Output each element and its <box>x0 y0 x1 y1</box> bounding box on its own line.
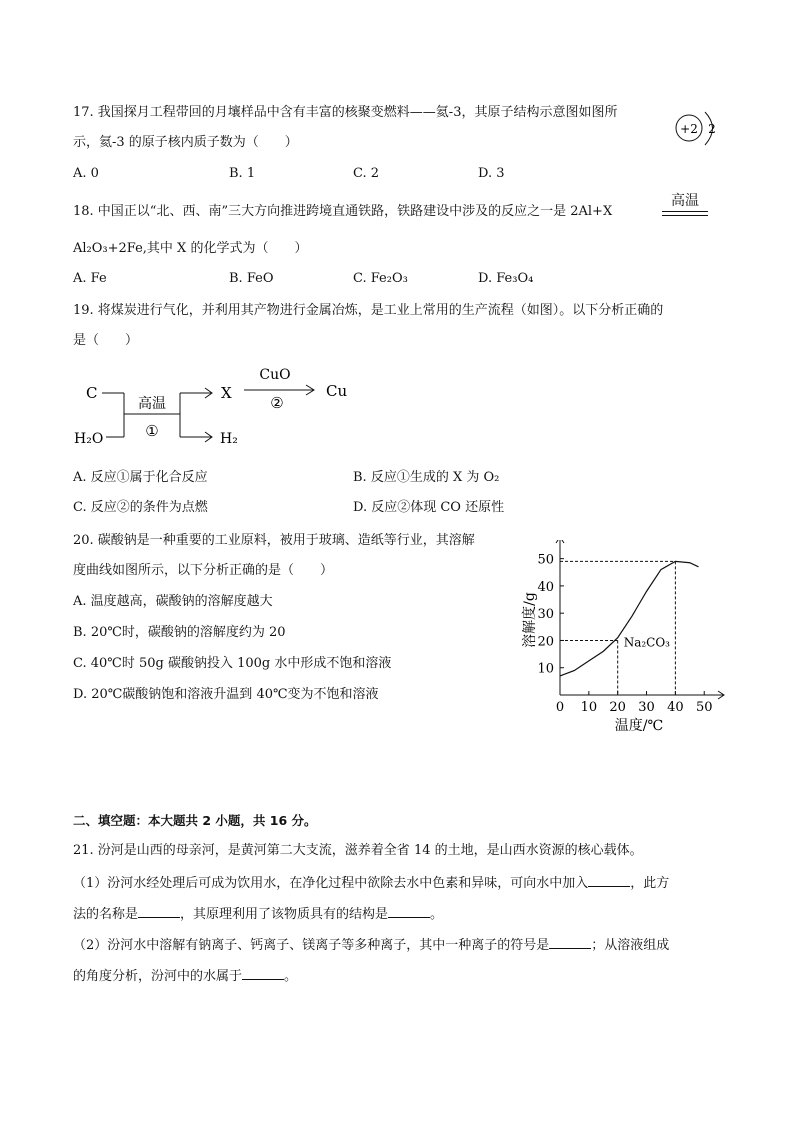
q21-1-text-b: ，此方 <box>630 876 670 891</box>
q20-line1: 20. 碳酸钠是一种重要的工业原料，被用于玻璃、造纸等行业，其溶解 <box>73 533 475 548</box>
x-tick-label: 40 <box>667 700 684 715</box>
y-tick-label: 20 <box>537 634 554 650</box>
x-tick-label: 50 <box>695 700 713 715</box>
series-label: Na₂CO₃ <box>623 635 670 650</box>
q21-1-blank-1[interactable] <box>588 874 630 887</box>
q21-part2-line1 <box>73 936 669 955</box>
product-cu: Cu <box>326 382 348 400</box>
cond-high-temp: 高温 <box>138 396 166 412</box>
q21-2-blank-1[interactable] <box>549 936 591 949</box>
q21-2-text-a: （2）汾河水中溶解有钠离子、钙离子、镁离子等多种离子，其中一种离子的符号是 <box>73 938 550 953</box>
q18-reaction-condition <box>662 192 708 216</box>
q21-2-text-b: ；从溶液组成 <box>591 938 670 953</box>
q17-option-d: D. 3 <box>478 166 505 181</box>
q21-1-text-d: ，其原理利用了该物质具有的结构是 <box>180 907 389 922</box>
q20-option-c: C. 40℃时 50g 碳酸钠投入 100g 水中形成不饱和溶液 <box>73 656 392 671</box>
q18-option-d: D. Fe₃O₄ <box>478 271 534 286</box>
q19-option-d: D. 反应②体现 CO 还原性 <box>353 500 505 515</box>
reagent-cuo: CuO <box>259 367 291 383</box>
q19-option-b: B. 反应①生成的 X 为 O₂ <box>353 470 500 485</box>
y-tick-label: 10 <box>537 661 554 677</box>
q20-line2: 度曲线如图所示，以下分析正确的是（ ） <box>73 563 334 578</box>
solubility-curve <box>560 561 698 676</box>
q18-option-b: B. FeO <box>229 271 274 286</box>
q19-option-c: C. 反应②的条件为点燃 <box>73 500 208 515</box>
q18-option-c: C. Fe₂O₃ <box>353 271 408 286</box>
product-x: X <box>221 384 232 402</box>
q20-option-a: A. 温度越高，碳酸钠的溶解度越大 <box>73 594 273 609</box>
q17-option-b: B. 1 <box>229 166 256 181</box>
q21-1-text-a: （1）汾河水经处理后可成为饮用水，在净化过程中欲除去水中色素和异味，可向水中加入 <box>73 876 589 891</box>
q17-line1: 17. 我国探月工程带回的月壤样品中含有丰富的核聚变燃料——氦-3，其原子结构示意图如图所 <box>73 105 618 120</box>
nucleus-charge: +2 <box>680 122 698 136</box>
q17-option-a: A. 0 <box>73 166 99 181</box>
section2-heading: 二、填空题：本大题共 2 小题，共 16 分。 <box>73 813 317 828</box>
q20-option-b: B. 20℃时，碳酸钠的溶解度约为 20 <box>73 625 286 640</box>
q21-2-text-c: 的角度分析，汾河中的水属于 <box>73 969 243 984</box>
q21-1-blank-3[interactable] <box>388 905 430 918</box>
electron-count: 2 <box>708 122 716 136</box>
y-tick-label: 40 <box>537 579 554 595</box>
q17-option-c: C. 2 <box>353 166 380 181</box>
q21-2-blank-2[interactable] <box>242 967 284 980</box>
q19-line2: 是（ ） <box>73 333 139 348</box>
q19-process-diagram <box>70 360 370 450</box>
x-tick-label: 0 <box>555 700 565 715</box>
q21-part2-line2 <box>73 967 297 986</box>
x-axis-label: 温度/℃ <box>614 718 664 734</box>
y-tick-label: 30 <box>537 607 554 623</box>
q18-condition-text: 高温 <box>671 193 699 209</box>
q21-1-blank-2[interactable] <box>138 905 180 918</box>
step-two-label: ② <box>270 394 284 412</box>
helium-atom-diagram <box>672 108 722 150</box>
y-axis-label: 溶解度/g <box>522 592 538 648</box>
step-one-label: ① <box>145 422 159 440</box>
q21-part1-line2 <box>73 905 443 924</box>
y-tick-label: 50 <box>537 552 554 568</box>
q19-line1: 19. 将煤炭进行气化，并利用其产物进行金属冶炼，是工业上常用的生产流程（如图）。以下分析正确的 <box>73 303 664 318</box>
x-tick-label: 20 <box>609 700 626 715</box>
q21-2-text-d: 。 <box>284 969 298 984</box>
q19-option-a: A. 反应①属于化合反应 <box>73 470 208 485</box>
x-tick-label: 10 <box>580 700 598 715</box>
q18-line1: 18. 中国正以“北、西、南”三大方向推进跨境直通铁路，铁路建设中涉及的反应之一是 2Al+X <box>73 204 613 219</box>
q18-line2: Al₂O₃+2Fe,其中 X 的化学式为（ ） <box>73 241 308 256</box>
product-h2: H₂ <box>220 431 238 447</box>
q21-1-text-e: 。 <box>430 907 444 922</box>
q21-1-text-c: 法的名称是 <box>73 907 139 922</box>
q18-option-a: A. Fe <box>73 271 107 286</box>
q21-part1-line1 <box>73 874 669 893</box>
equals-sign <box>662 211 708 216</box>
reactant-c: C <box>86 384 98 402</box>
q21-intro: 21. 汾河是山西的母亲河，是黄河第二大支流，滋养着全省 14 的土地，是山西水资源的核心载体。 <box>73 843 643 858</box>
x-tick-label: 30 <box>638 700 655 715</box>
q20-option-d: D. 20℃碳酸钠饱和溶液升温到 40℃变为不饱和溶液 <box>73 687 379 702</box>
q17-line2: 示，氦-3 的原子核内质子数为（ ） <box>73 135 298 150</box>
solubility-chart <box>520 540 730 740</box>
reactant-h2o: H₂O <box>74 431 104 447</box>
